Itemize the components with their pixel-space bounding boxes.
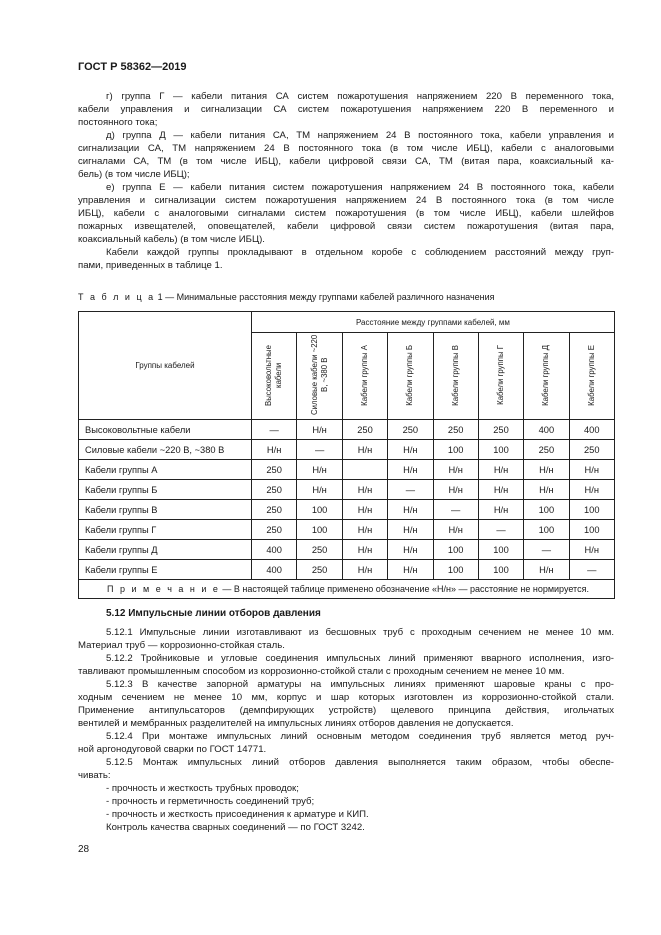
table-row [79, 440, 615, 460]
row-label: Кабели группы Б [79, 480, 252, 500]
column-header-label: Кабели группы В [450, 344, 460, 406]
intro-line: сигналами СА, ТМ (в том числе ИБЦ), кабели цифровой связи СА, ТМ (витая пара, коаксиальный ка- [78, 156, 614, 167]
table-row [79, 540, 615, 560]
table-caption-label: Т а б л и ц а [78, 292, 156, 302]
table-cell: Н/н [388, 500, 433, 520]
table-cell: Н/н [342, 520, 387, 540]
section-title: 5.12 Импульсные линии отборов давления [106, 608, 321, 619]
page-number: 28 [78, 844, 90, 855]
table-cell: 100 [297, 520, 342, 540]
table-cell: Н/н [342, 480, 387, 500]
groups-header: Группы кабелей [79, 312, 252, 420]
intro-line: бель) (в том числе ИБЦ); [78, 169, 190, 180]
row-label: Кабели группы А [79, 460, 252, 480]
table-cell: 100 [478, 540, 523, 560]
table-cell: Н/н [251, 440, 296, 460]
table-cell: — [569, 560, 614, 580]
table-cell: Н/н [297, 480, 342, 500]
table-cell: 250 [251, 500, 296, 520]
table-cell: 250 [524, 440, 569, 460]
table-note-text: — В настоящей таблице применено обозначение «Н/н» — расстояние не нормируется. [222, 584, 589, 594]
table-cell: Н/н [388, 560, 433, 580]
table-cell: Н/н [569, 460, 614, 480]
table-cell [342, 460, 387, 480]
column-header [478, 333, 523, 420]
table-cell: 100 [569, 500, 614, 520]
table-cell: 400 [569, 420, 614, 440]
body-line: - прочность и жесткость трубных проводок; [106, 783, 299, 794]
column-header-label: Кабели группы Е [586, 344, 596, 406]
table-cell: 250 [342, 420, 387, 440]
table-cell: Н/н [388, 520, 433, 540]
table-cell: — [251, 420, 296, 440]
table-cell: 250 [297, 540, 342, 560]
column-header-label: Кабели группы Б [405, 344, 415, 406]
table-cell: 250 [251, 480, 296, 500]
table-cell: Н/н [524, 560, 569, 580]
table-cell: Н/н [524, 460, 569, 480]
table-cell: — [388, 480, 433, 500]
body-line: Контроль качества сварных соединений — по ГОСТ 3242. [106, 822, 365, 833]
column-header-label: Силовые кабели ~220 В, ~380 В [309, 334, 329, 416]
table-note-label: П р и м е ч а н и е [107, 584, 220, 594]
table-cell: Н/н [433, 460, 478, 480]
row-label: Силовые кабели ~220 В, ~380 В [79, 440, 252, 460]
table-row [79, 460, 615, 480]
table-cell: 400 [251, 540, 296, 560]
column-header [297, 333, 342, 420]
intro-text [78, 90, 614, 272]
body-line: ной аргонодуговой сварки по ГОСТ 14771. [78, 744, 267, 755]
body-text [78, 626, 614, 834]
table-cell: — [524, 540, 569, 560]
table-cell: Н/н [297, 420, 342, 440]
intro-line: д) группа Д — кабели питания СА, ТМ напряжением 24 В постоянного тока, кабели управления и [106, 130, 614, 141]
intro-line: Кабели каждой группы прокладывают в отдельном коробе с соблюдением расстояний между груп- [106, 247, 614, 258]
table-cell: 250 [297, 560, 342, 580]
table-cell: 100 [524, 520, 569, 540]
row-label: Кабели группы Г [79, 520, 252, 540]
column-header [251, 333, 296, 420]
table-cell: 100 [478, 560, 523, 580]
body-line: Применение антипульсаторов (демпфирующих устройств) щелевого принципа действия, игольчатых [78, 705, 614, 716]
body-line: - прочность и герметичность соединений труб; [106, 796, 315, 807]
table-cell: 100 [524, 500, 569, 520]
intro-line: пожарных извещателей, оповещателей, кабели цифровой связи систем пожаротушения (витая пара, [78, 221, 614, 232]
table-cell: 250 [569, 440, 614, 460]
cable-distance-table [78, 311, 615, 599]
column-header [388, 333, 433, 420]
table-cell: — [478, 520, 523, 540]
intro-line: управления и сигнализации систем пожаротушения напряжением 24 В постоянного тока (в том числе [78, 195, 614, 206]
table-row [79, 520, 615, 540]
table-cell: 250 [251, 520, 296, 540]
body-line: чивать: [78, 770, 111, 781]
table-cell: — [433, 500, 478, 520]
table-cell: Н/н [297, 460, 342, 480]
table-cell: Н/н [478, 500, 523, 520]
column-header [433, 333, 478, 420]
column-header [569, 333, 614, 420]
table-cell: Н/н [433, 480, 478, 500]
table-cell: Н/н [478, 460, 523, 480]
table-cell: Н/н [342, 540, 387, 560]
column-header-label: Кабели группы Д [541, 344, 551, 406]
row-label: Высоковольтные кабели [79, 420, 252, 440]
table-cell: 100 [297, 500, 342, 520]
column-header [524, 333, 569, 420]
table-cell: 250 [251, 460, 296, 480]
table-cell: Н/н [342, 440, 387, 460]
body-line: 5.12.4 При монтаже импульсных линий основным методом соединения труб является метод руч- [106, 731, 614, 742]
row-label: Кабели группы Е [79, 560, 252, 580]
body-line: 5.12.2 Тройниковые и угловые соединения импульсных линий применяют вварного исполнения, изго- [106, 653, 614, 664]
table-row [79, 500, 615, 520]
table-note [79, 580, 615, 599]
column-header-label: Кабели группы Г [496, 345, 506, 405]
table-row [79, 560, 615, 580]
intro-line: г) группа Г — кабели питания СА систем пожаротушения напряжением 220 В переменного тока, [106, 91, 614, 102]
intro-line: е) группа Е — кабели питания систем пожаротушения напряжением 24 В постоянного тока, кабели [106, 182, 614, 193]
table-cell: Н/н [388, 540, 433, 560]
body-line: 5.12.3 В качестве запорной арматуры на импульсных линиях применяют шаровые краны с про- [106, 679, 614, 690]
intro-line: постоянного тока; [78, 117, 158, 128]
body-line: тавливают промышленным способом из коррозионно-стойкой стали с проходным сечением не менее 10 мм. [78, 666, 565, 677]
table-cell: 100 [433, 440, 478, 460]
document-header: ГОСТ Р 58362—2019 [78, 61, 187, 73]
distance-header: Расстояние между группами кабелей, мм [251, 312, 614, 333]
body-line: 5.12.1 Импульсные линии изготавливают из бесшовных труб с проходным сечением не менее 10 мм. [106, 627, 614, 638]
intro-line: коаксиальный кабель) (в том числе ИБЦ). [78, 234, 265, 245]
table-cell: Н/н [342, 500, 387, 520]
table-row [79, 420, 615, 440]
row-label: Кабели группы Д [79, 540, 252, 560]
table-cell: 100 [433, 540, 478, 560]
body-line: Материал труб — коррозионно-стойкая сталь. [78, 640, 285, 651]
table-cell: 250 [388, 420, 433, 440]
table-cell: Н/н [569, 540, 614, 560]
table-cell: Н/н [433, 520, 478, 540]
table-cell: Н/н [478, 480, 523, 500]
intro-line: пами, приведенных в таблице 1. [78, 260, 223, 271]
column-header [342, 333, 387, 420]
column-header-label: Кабели группы А [360, 344, 369, 406]
table-note-row [79, 580, 615, 599]
table-cell: 400 [251, 560, 296, 580]
intro-line: ИБЦ), кабели с аналоговыми сигналами систем пожаротушения (в том числе ИБЦ), кабели шлейфов [78, 208, 614, 219]
row-label: Кабели группы В [79, 500, 252, 520]
table-cell: Н/н [342, 560, 387, 580]
body-line: - прочность и жесткость присоединения к арматуре и КИП. [106, 809, 369, 820]
intro-line: кабели управления и сигнализации СА систем пожаротушения напряжением 220 В переменного и [78, 104, 614, 115]
table-row [79, 480, 615, 500]
table-cell: 250 [433, 420, 478, 440]
table-cell: — [297, 440, 342, 460]
table-caption-text: 1 — Минимальные расстояния между группами кабелей различного назначения [157, 292, 495, 302]
table-caption [78, 292, 495, 302]
body-line: ходным сечением не менее 10 мм, корпус и шар которых изготовлен из коррозионно-стойкой стали. [78, 692, 614, 703]
table-cell: Н/н [524, 480, 569, 500]
table-cell: 250 [478, 420, 523, 440]
body-line: 5.12.5 Монтаж импульсных линий отборов давления выполняется таким образом, чтобы обеспе- [106, 757, 614, 768]
table-cell: 100 [433, 560, 478, 580]
body-line: вентилей и мембранных разделителей на импульсных линиях отборов давления не допускается. [78, 718, 514, 729]
table-cell: Н/н [569, 480, 614, 500]
table-cell: 100 [478, 440, 523, 460]
table-cell: 100 [569, 520, 614, 540]
table-cell: Н/н [388, 440, 433, 460]
column-header-label: Высоковольтные кабели [264, 344, 284, 406]
table-cell: Н/н [388, 460, 433, 480]
table-cell: 400 [524, 420, 569, 440]
intro-line: сигнализации СА, ТМ напряжением 24 В постоянного тока (в том числе ИБЦ), кабели с аналоговыми [78, 143, 614, 154]
